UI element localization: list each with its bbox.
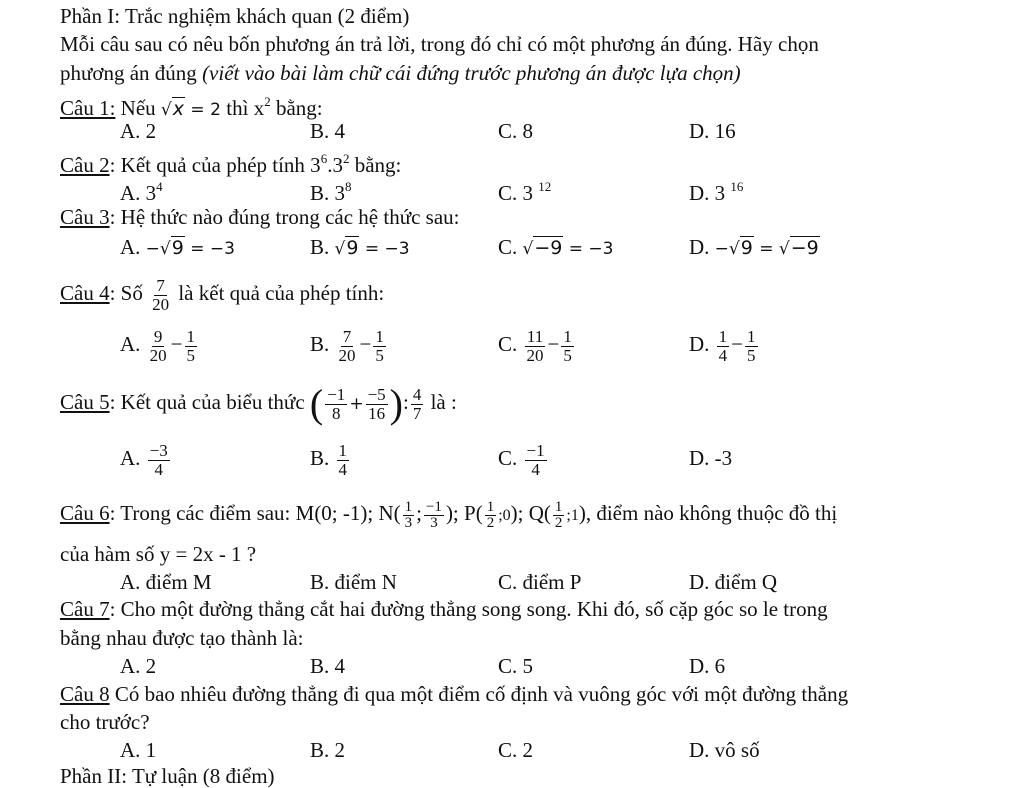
equation-rhs: = −3 — [184, 239, 235, 259]
option-d[interactable] — [689, 175, 743, 205]
sqrt-expression: √x = 2 — [160, 98, 227, 120]
question-text: ); P( — [445, 501, 483, 525]
denominator: 20 — [338, 345, 356, 365]
option-a[interactable] — [120, 324, 199, 365]
option-letter: D. — [689, 332, 710, 356]
exponent: 6 — [320, 151, 328, 166]
option-letter: A. — [120, 235, 146, 259]
option-base: A. 3 — [120, 181, 157, 205]
denominator: 8 — [332, 403, 341, 423]
separator: ; — [416, 501, 422, 525]
question-label: Câu 1: — [60, 96, 116, 120]
option-d[interactable]: D. điểm Q — [689, 570, 778, 594]
question-text: : Cho một đường thẳng cắt hai đường thẳng song song. Khi đó, số cặp góc so le trong — [109, 597, 828, 621]
question-6 — [60, 493, 837, 536]
numerator: 1 — [404, 498, 413, 515]
option-letter: B. — [310, 446, 330, 470]
question-text: Nếu — [115, 96, 161, 120]
question-text: : Kết quả của biểu thức — [109, 390, 310, 414]
radicand: 9 — [346, 237, 359, 259]
radicand: 9 — [740, 237, 753, 259]
option-c[interactable]: C. 5 — [498, 654, 534, 678]
question-text: bằng: — [349, 153, 402, 177]
radicand: −9 — [790, 237, 819, 259]
question-text: : Số — [109, 281, 149, 305]
denominator: 20 — [149, 345, 167, 365]
numerator: 4 — [412, 384, 422, 404]
option-a[interactable]: A. −√9 = −3 — [120, 235, 235, 259]
option-base: C. 3 — [498, 181, 539, 205]
question-5 — [60, 380, 457, 426]
option-d[interactable]: D. 16 — [689, 119, 736, 143]
denominator: 2 — [486, 514, 495, 531]
option-b[interactable] — [310, 175, 352, 205]
option-b[interactable] — [310, 324, 388, 365]
option-a[interactable]: A. 1 — [120, 738, 157, 762]
question-text: : Hệ thức nào đúng trong các hệ thức sau: — [109, 205, 460, 229]
option-c[interactable]: C. 2 — [498, 738, 534, 762]
numerator: 1 — [486, 498, 495, 515]
option-letter: B. — [310, 332, 330, 356]
question-text: Có bao nhiêu đường thẳng đi qua một điểm cố định và vuông góc với một đường thẳng — [109, 682, 849, 706]
option-d[interactable]: D. 6 — [689, 654, 726, 678]
radicand: 9 — [171, 237, 184, 259]
question-text: là : — [425, 390, 457, 414]
numerator: 1 — [563, 326, 572, 346]
option-b[interactable]: B. 4 — [310, 654, 346, 678]
denominator: 3 — [430, 514, 438, 531]
option-c[interactable]: C. √−9 = −3 — [498, 235, 614, 259]
question-6-line-2: của hàm số y = 2x - 1 ? — [60, 542, 257, 566]
operator: − — [170, 332, 183, 356]
instructions-line-2 — [60, 61, 741, 85]
question-text: .3 — [327, 153, 343, 177]
denominator: 5 — [375, 345, 384, 365]
option-base: D. 3 — [689, 181, 731, 205]
coordinate: ;1 — [566, 507, 579, 524]
operator: − — [547, 332, 560, 356]
question-label: Câu 4 — [60, 281, 110, 305]
left-paren: ( — [309, 381, 324, 427]
section-title: Phần I: Trắc nghiệm khách quan (2 điểm) — [60, 4, 410, 28]
denominator: 7 — [412, 403, 422, 423]
option-a[interactable]: A. 2 — [120, 654, 157, 678]
next-section-title: Phần II: Tự luận (8 điểm) — [60, 764, 275, 788]
denominator: 3 — [404, 514, 413, 531]
operator: − — [359, 332, 372, 356]
option-letter: C. — [498, 235, 523, 259]
instructions-line-1: Mỗi câu sau có nêu bốn phương án trả lời, trong đó chỉ có một phương án đúng. Hãy chọn — [60, 32, 819, 56]
denominator: 4 — [154, 459, 163, 479]
numerator: −1 — [425, 498, 442, 515]
option-letter: C. — [498, 332, 518, 356]
numerator: 1 — [718, 326, 728, 346]
numerator: 9 — [153, 326, 163, 346]
option-b[interactable]: B. 4 — [310, 119, 346, 143]
numerator: 1 — [338, 440, 348, 460]
sign: − — [714, 239, 729, 259]
sign: − — [145, 239, 160, 259]
denominator: 20 — [152, 294, 170, 314]
question-text: ), điểm nào không thuộc đồ thị — [578, 501, 838, 525]
question-2 — [60, 147, 401, 177]
question-label: Câu 7 — [60, 597, 110, 621]
question-3 — [60, 205, 459, 229]
question-8 — [60, 682, 848, 706]
option-b[interactable]: B. √9 = −3 — [310, 235, 410, 259]
option-base: B. 3 — [310, 181, 346, 205]
exponent: 2 — [342, 151, 350, 166]
option-c[interactable]: C. điểm P — [498, 570, 582, 594]
option-b[interactable] — [310, 438, 351, 479]
option-letter: C. — [498, 446, 518, 470]
numerator: −5 — [367, 384, 386, 404]
numerator: −3 — [149, 440, 168, 460]
option-c[interactable] — [498, 324, 576, 365]
option-c[interactable] — [498, 438, 549, 479]
option-letter: B. — [310, 235, 335, 259]
operator: : — [402, 390, 409, 414]
option-c[interactable]: C. 8 — [498, 119, 534, 143]
option-a[interactable] — [120, 438, 172, 479]
option-b[interactable]: B. 2 — [310, 738, 346, 762]
exponent: 12 — [538, 179, 552, 194]
option-a[interactable]: A. 2 — [120, 119, 157, 143]
denominator: 4 — [531, 459, 540, 479]
option-letter: A. — [120, 332, 141, 356]
equation-rhs: = — [753, 239, 779, 259]
radicand: −9 — [534, 237, 563, 259]
question-text: thì x — [226, 96, 265, 120]
question-7-line-2: bằng nhau được tạo thành là: — [60, 626, 304, 650]
denominator: 5 — [563, 345, 572, 365]
operator: + — [349, 394, 364, 414]
question-text: là kết quả của phép tính: — [173, 281, 385, 305]
option-a[interactable] — [120, 175, 163, 205]
question-7 — [60, 597, 828, 621]
fraction — [150, 277, 171, 314]
instructions-text: phương án đúng — [60, 61, 203, 85]
question-text: : Trong các điểm sau: M(0; -1); N( — [109, 501, 401, 525]
exponent: 8 — [345, 179, 352, 194]
operator: − — [731, 332, 744, 356]
numerator: 1 — [554, 498, 563, 515]
question-label: Câu 2 — [60, 153, 110, 177]
question-label: Câu 3 — [60, 205, 110, 229]
denominator: 2 — [554, 514, 563, 531]
numerator: 7 — [156, 275, 165, 295]
denominator: 20 — [526, 345, 544, 365]
numerator: −1 — [327, 384, 346, 404]
option-letter: D. — [689, 235, 715, 259]
denominator: 4 — [338, 459, 348, 479]
question-label: Câu 8 — [60, 682, 110, 706]
right-paren: ) — [389, 381, 403, 427]
equation-rhs: = 2 — [185, 100, 227, 120]
option-d[interactable]: D. -3 — [689, 446, 733, 470]
question-8-line-2: cho trước? — [60, 710, 150, 734]
exponent: 2 — [264, 94, 271, 109]
coordinate: ;0 — [498, 507, 511, 524]
numerator: 11 — [526, 326, 544, 346]
numerator: 7 — [342, 326, 352, 346]
denominator: 4 — [718, 345, 728, 365]
denominator: 5 — [747, 345, 756, 365]
equation-rhs: = −3 — [359, 239, 410, 259]
option-c[interactable] — [498, 175, 551, 205]
question-text: ); Q( — [510, 501, 551, 525]
numerator: 1 — [747, 326, 756, 346]
instructions-note: (viết vào bài làm chữ cái đứng trước phương án được lựa chọn) — [202, 61, 741, 85]
exponent: 16 — [730, 179, 744, 194]
question-text: : Kết quả của phép tính 3 — [109, 153, 321, 177]
exponent: 4 — [156, 179, 163, 194]
radicand: x — [172, 98, 185, 120]
numerator: −1 — [526, 440, 545, 460]
question-4 — [60, 273, 384, 314]
denominator: 5 — [186, 345, 196, 365]
option-d[interactable]: D. vô số — [689, 738, 760, 762]
question-text: bằng: — [270, 96, 323, 120]
option-d[interactable]: D. −√9 = √−9 — [689, 235, 819, 259]
numerator: 1 — [375, 326, 384, 346]
question-label: Câu 5 — [60, 390, 110, 414]
numerator: 1 — [186, 326, 196, 346]
option-letter: A. — [120, 446, 141, 470]
option-b[interactable]: B. điểm N — [310, 570, 397, 594]
question-1 — [60, 90, 323, 122]
equation-rhs: = −3 — [563, 239, 614, 259]
option-a[interactable]: A. điểm M — [120, 570, 212, 594]
denominator: 16 — [368, 403, 386, 423]
option-d[interactable] — [689, 324, 760, 365]
question-label: Câu 6 — [60, 501, 110, 525]
